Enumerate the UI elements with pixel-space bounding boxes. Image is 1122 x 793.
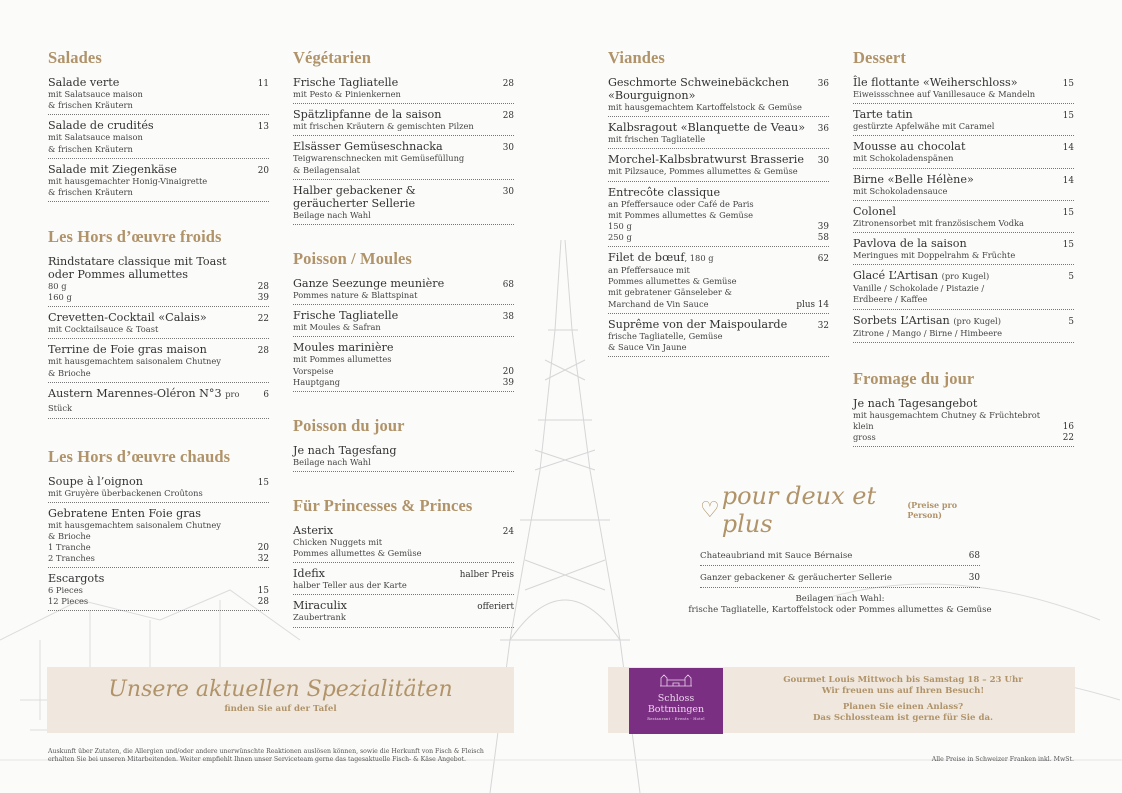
item-price: 36 [817,124,829,135]
event-text: Das Schlossteam ist gerne für Sie da. [812,713,994,723]
variant-price: 28 [257,282,269,293]
item-desc: mit Salatsauce maison [48,89,143,99]
menu-item [48,571,269,611]
variant-price: 32 [257,554,269,565]
item-desc: & frischen Kräutern [48,143,133,154]
item-weight: , 180 g [684,253,714,264]
item-price: 30 [502,143,514,154]
menu-item [293,75,514,104]
item-desc: mit Moules & Safran [293,322,381,333]
column-4 [853,48,1074,450]
item-price: 11 [257,79,269,89]
menu-item [293,183,514,225]
item-price: 30 [817,156,829,167]
logo-line-2: Bottmingen [647,704,705,715]
item-supplement: plus 14 [796,299,829,310]
item-price: 15 [1062,111,1074,122]
item-name: Tarte tatin [853,108,913,122]
banner-info [608,667,1075,733]
item-desc: mit Salatsauce maison [48,132,143,143]
menu-item [853,75,1074,104]
section-poisson-du-jour [293,416,514,472]
section-dessert [853,48,1074,343]
item-price: 28 [502,111,514,122]
item-desc: Pommes nature & Blattspinat [293,290,418,301]
opening-hours: Gourmet Louis Mittwoch bis Samstag 18 – 23 Uhr [783,675,1023,685]
section-title: Fromage du jour [853,368,975,388]
section-title: Poisson du jour [293,415,405,435]
section-salades [48,48,269,202]
item-name: Glacé L’Artisan (pro Kugel) [853,269,990,283]
menu-item [48,506,269,568]
pour-deux-title: pour deux et plus [721,482,877,538]
menu-item [853,313,1074,343]
item-name: Morchel-Kalbsbratwurst Brasserie [608,153,804,167]
item-desc: & Brioche [48,531,91,542]
menu-item [293,566,514,595]
variant-label: 150 g [608,221,632,232]
item-desc: mit hausgemachtem Kartoffelstock & Gemüse [608,102,802,112]
item-desc: an Pfeffersauce mit [608,265,690,276]
item-name: Île flottante «Weiherschloss» [853,76,1018,89]
variant-price: 22 [1062,433,1074,444]
item-name: Filet de bœuf, 180 g [608,251,714,265]
item-price: 13 [257,122,269,133]
menu-item [853,172,1074,201]
item-name: Crevetten-Cocktail «Calais» [48,311,207,325]
item-desc: frische Tagliatelle, Gemüse [608,330,723,341]
variant-label: 12 Pieces [48,596,89,607]
item-name: Halber gebackener & [293,183,416,197]
item-price: 15 [1062,207,1074,218]
item-price: 14 [1062,143,1074,154]
section-viandes [608,48,829,357]
item-price: 28 [502,79,514,89]
specials-subtitle: finden Sie auf der Tafel [224,704,337,714]
item-desc: Zitrone / Mango / Birne / Himbeere [853,327,1003,338]
item-desc: mit gebratener Gänseleber & [608,287,732,298]
item-desc: & Beilagensalat [293,164,360,175]
item-desc: Pommes allumettes & Gemüse [608,276,737,287]
section-title: Les Hors d’œuvre chauds [48,446,231,466]
item-desc: halber Teller aus der Karte [293,580,407,591]
menu-item [608,120,829,149]
item-price: 38 [502,312,514,323]
menu-item [48,474,269,503]
section-title: Végétarien [293,48,371,67]
menu-item [293,340,514,391]
item-name: Pavlova de la saison [853,237,967,251]
item-desc: Chicken Nuggets mit [293,536,383,547]
item-price: halber Preis [459,570,514,581]
footer-line: Auskunft über Zutaten, die Allergien und/oder andere unerwünschte Reaktionen auslösen können, sowie die Herkunft von Fisch & Fleisch [48,748,484,755]
heart-icon: ♡ [700,497,720,523]
item-desc: mit Pommes allumettes & Gemüse [608,209,754,220]
logo-small: Restaurant · Events · Hotel [647,717,705,721]
menu-item [853,236,1074,265]
item-desc: Meringues mit Doppelrahm & Früchte [853,250,1016,261]
item-price: 14 [1062,175,1074,186]
item-name: Kalbsragout «Blanquette de Veau» [608,121,806,135]
item-name: Chateaubriand mit Sauce Bérnaise [700,551,853,561]
item-desc: mit frischen Tagliatelle [608,134,706,145]
section-fromage-du-jour [853,369,1074,447]
section-title: Viandes [608,48,665,67]
variant-label: 2 Tranches [48,553,95,564]
section-pour-deux [700,482,980,591]
item-name: Gebratene Enten Foie gras [48,507,202,521]
item-name: Austern Marennes-Oléron N°3 pro Stück [48,386,240,413]
item-desc: & Sauce Vin Jaune [608,342,687,353]
item-price: 36 [817,79,829,89]
item-desc: mit Cocktailsauce & Toast [48,324,159,335]
menu-item [853,268,1074,309]
item-price: 15 [257,477,269,488]
item-price: 68 [502,280,514,291]
item-desc: mit hausgemachtem Chutney & Früchtebrot [853,409,1041,420]
item-price: 15 [1062,240,1074,251]
beilagen-note [640,594,1040,616]
menu-item [853,107,1074,136]
section-title: Salades [48,48,102,67]
item-name: Je nach Tagesfang [293,443,397,457]
item-name: Sorbets L’Artisan (pro Kugel) [853,313,1001,327]
item-name: Asterix [293,523,334,537]
item-name: Moules marinière [293,341,394,355]
item-name: Idefix [293,567,325,581]
menu-item [48,75,269,115]
info-text [738,675,1068,724]
item-price: 24 [502,526,514,537]
item-desc: Pommes allumettes & Gemüse [293,548,422,559]
menu-item [293,139,514,179]
footer-line: erhalten Sie bei unseren Mitarbeitenden. Weiter empfiehlt Ihnen unser Serviceteam gerne das tagesaktuelle Fisch- & Käse Angebot. [48,756,466,763]
menu-item [293,443,514,472]
item-name: Frische Tagliatelle [293,309,399,323]
item-desc: mit hausgemachter Honig-Vinaigrette [48,175,208,186]
item-name: geräucherter Sellerie [293,196,416,210]
variant-label: 6 Pieces [48,585,83,596]
item-name: Elsässer Gemüseschnacka [293,140,443,154]
menu-item [293,523,514,563]
menu-item [608,250,829,314]
menu-item [293,107,514,136]
variant-label: 250 g [608,232,632,243]
item-price: 20 [257,165,269,176]
item-name: Terrine de Foie gras maison [48,343,207,357]
item-desc: mit frischen Kräutern & gemischten Pilzen [293,121,474,132]
variant-price: 16 [1062,422,1074,433]
section-princesses-princes [293,496,514,628]
section-poisson-moules [293,249,514,392]
item-note: (pro Kugel) [953,315,1001,326]
section-title: Dessert [853,48,906,67]
variant-label: Vorspeise [293,365,334,376]
item-desc: & frischen Kräutern [48,187,133,198]
section-title: Für Princesses & Princes [293,495,473,515]
beilagen-text: frische Tagliatelle, Kartoffelstock oder Pommes allumettes & Gemüse [688,605,992,616]
item-name: Salade de crudités [48,119,154,133]
variant-label: gross [853,432,876,443]
item-name: Entrecôte classique [608,185,721,199]
menu-item [48,386,269,419]
item-desc: Marchand de Vin Sauce [608,298,709,309]
item-desc: mit Schokoladenspänen [853,153,954,164]
item-desc: gestürzte Apfelwähe mit Caramel [853,121,995,132]
price-footer: Alle Preise in Schweizer Franken inkl. MwSt. [931,756,1074,763]
item-price: 6 [263,389,269,400]
item-desc: mit hausgemachtem saisonalem Chutney [48,356,221,367]
variant-price: 39 [817,222,829,233]
item-name: Spätzlipfanne de la saison [293,108,442,122]
item-desc: mit Pilzsauce, Pommes allumettes & Gemüse [608,166,798,177]
item-desc: Erdbeere / Kaffee [853,294,928,305]
item-desc: mit Pommes allumettes [293,354,392,365]
variant-label: 80 g [48,281,67,292]
item-desc: Teigwarenschnecken mit Gemüsefüllung [293,153,465,164]
item-price: 30 [502,186,514,197]
menu-item [48,118,269,158]
item-name: oder Pommes allumettes [48,268,188,282]
item-name: Rindstatare classique mit Toast [48,255,227,269]
item-price: 30 [968,573,980,584]
section-hors-doeuvre-chauds [48,447,269,612]
menu-item [700,572,980,588]
item-price: 68 [968,551,980,561]
variant-price: 58 [817,233,829,244]
logo-line-1: Schloss [657,693,695,704]
section-title: Les Hors d’œuvre froids [48,227,222,247]
item-desc: mit Pesto & Pinienkernen [293,89,401,99]
beilagen-title: Beilagen nach Wahl: [795,594,885,604]
item-name: Escargots [48,572,105,586]
column-2 [293,48,514,631]
specials-title: Unsere aktuellen Spezialitäten [108,677,453,702]
item-price: 62 [817,254,829,265]
item-desc: mit Schokoladensauce [853,185,948,196]
item-price: 22 [257,314,269,325]
item-price: 5 [1068,272,1074,283]
item-name: Ganze Seezunge meunière [293,277,445,291]
item-price: 5 [1068,316,1074,327]
pour-deux-note: (Preise pro Person) [907,500,958,520]
variant-label: 1 Tranche [48,542,91,553]
item-note: pro Stück [48,388,240,413]
item-price: offeriert [477,602,514,613]
item-desc: an Pfeffersauce oder Café de Paris [608,198,754,209]
column-3 [608,48,829,360]
variant-price: 20 [502,366,514,377]
castle-icon [659,673,693,687]
item-name: Miraculix [293,599,347,613]
menu-item [608,152,829,181]
variant-label: 160 g [48,292,72,303]
item-desc: Vanille / Schokolade / Pistazie / [853,283,985,294]
section-title: Poisson / Moules [293,249,412,269]
item-name: Salade verte [48,76,120,89]
item-price: 28 [257,346,269,357]
item-desc: Zitronensorbet mit französischem Vodka [853,217,1024,228]
item-desc: & frischen Kräutern [48,100,133,111]
item-name: Ganzer gebackener & geräucherter Sellerie [700,573,892,584]
menu-item [608,185,829,247]
menu-item [853,139,1074,168]
menu-item [853,204,1074,233]
menu-item [700,550,980,566]
item-desc: Eiweissschnee auf Vanillesauce & Mandeln [853,89,1036,99]
item-name: Soupe à l’oignon [48,474,143,488]
item-name: Mousse au chocolat [853,140,966,154]
item-name: Geschmorte Schweinebäckchen [608,76,790,89]
banner-specials [47,667,514,733]
item-desc: & Brioche [48,367,91,378]
menu-item [48,342,269,382]
item-desc: mit hausgemachtem saisonalem Chutney [48,520,221,531]
item-name: Salade mit Ziegenkäse [48,162,177,176]
item-name: «Bourguignon» [608,89,696,102]
item-name: Frische Tagliatelle [293,76,399,89]
menu-item [608,75,829,117]
item-name: Birne «Belle Hélène» [853,172,974,186]
item-price: 15 [1062,79,1074,89]
variant-label: klein [853,421,874,432]
column-1 [48,48,269,614]
item-desc: Zaubertrank [293,612,346,623]
menu-item [293,308,514,337]
item-note: (pro Kugel) [941,271,990,282]
variant-label: Hauptgang [293,376,341,387]
section-hors-doeuvre-froids [48,227,269,419]
variant-price: 28 [257,597,269,608]
item-desc: mit Gruyère überbackenen Croûtons [48,487,203,498]
menu-item [293,598,514,627]
variant-price: 39 [502,377,514,388]
welcome-text: Wir freuen uns auf Ihren Besuch! [821,686,985,696]
item-name: Colonel [853,204,897,218]
menu-item [608,317,829,357]
item-desc: Beilage nach Wahl [293,209,371,220]
menu-item [48,162,269,202]
menu-item [853,396,1074,447]
event-question: Planen Sie einen Anlass? [842,702,964,712]
item-price: 32 [817,320,829,331]
allergy-footer [48,748,528,764]
item-name: Je nach Tagesangebot [853,396,978,410]
menu-item [48,254,269,307]
variant-price: 20 [257,543,269,554]
variant-price: 15 [257,586,269,597]
variant-price: 39 [257,293,269,304]
menu-item [48,310,269,339]
section-vegetarien [293,48,514,225]
schloss-logo [629,668,723,734]
item-name: Suprême von der Maispoularde [608,317,788,331]
item-desc: Beilage nach Wahl [293,456,371,467]
menu-item [293,276,514,305]
